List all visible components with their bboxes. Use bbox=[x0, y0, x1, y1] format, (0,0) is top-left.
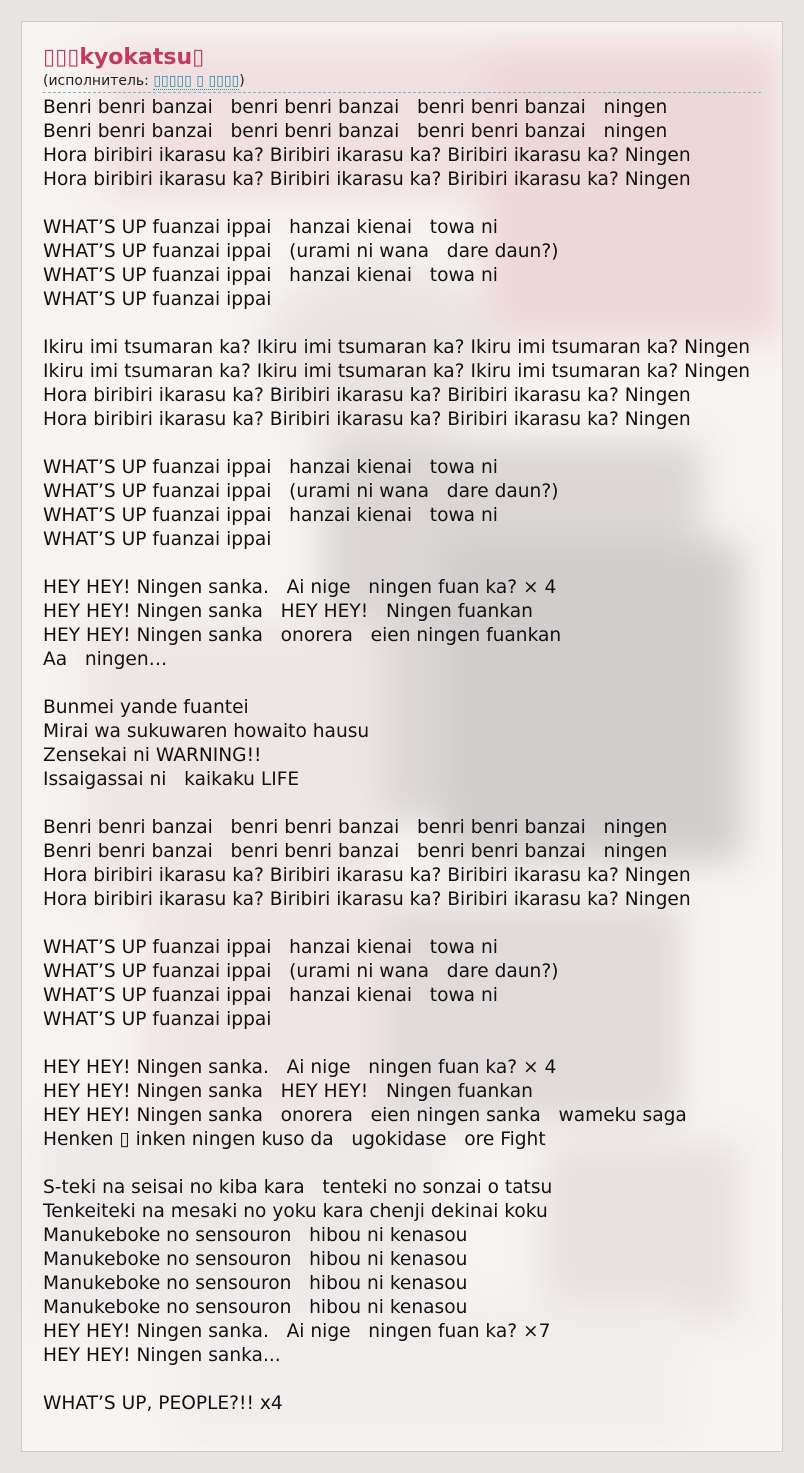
lyric-line: S-teki na seisai no kiba kara tenteki no sonzai o tatsu bbox=[43, 1177, 553, 1198]
song-content bbox=[43, 44, 782, 1416]
lyric-line: HEY HEY! Ningen sanka onorera eien ningen fuankan bbox=[43, 625, 562, 646]
lyric-line: Manukeboke no sensouron hibou ni kenasou bbox=[43, 1297, 468, 1318]
lyric-blank-line bbox=[43, 312, 782, 336]
lyric-blank-line bbox=[43, 192, 782, 216]
lyrics-text bbox=[43, 93, 782, 1416]
lyric-line: HEY HEY! Ningen sanka onorera eien ningen sanka wameku saga bbox=[43, 1105, 687, 1126]
lyric-line: WHAT’S UP fuanzai ippai hanzai kienai towa ni bbox=[43, 505, 498, 526]
song-title: ▯▯▯kyokatsu▯ bbox=[43, 45, 205, 70]
lyric-blank-line bbox=[43, 792, 782, 816]
lyric-line: Benri benri banzai benri benri banzai benri benri banzai ningen bbox=[43, 121, 668, 142]
lyric-line: WHAT’S UP fuanzai ippai (urami ni wana dare daun?) bbox=[43, 961, 559, 982]
lyric-line: Hora biribiri ikarasu ka? Biribiri ikarasu ka? Biribiri ikarasu ka? Ningen bbox=[43, 865, 691, 886]
lyric-line: Bunmei yande fuantei bbox=[43, 697, 249, 718]
lyric-line: Benri benri banzai benri benri banzai benri benri banzai ningen bbox=[43, 817, 668, 838]
lyric-line: HEY HEY! Ningen sanka. Ai nige ningen fuan ka? × 4 bbox=[43, 1057, 557, 1078]
lyric-line: HEY HEY! Ningen sanka HEY HEY! Ningen fuankan bbox=[43, 1081, 533, 1102]
lyric-line: WHAT’S UP fuanzai ippai (urami ni wana dare daun?) bbox=[43, 241, 559, 262]
lyric-line: WHAT’S UP fuanzai ippai hanzai kienai towa ni bbox=[43, 457, 498, 478]
lyric-line: Benri benri banzai benri benri banzai benri benri banzai ningen bbox=[43, 841, 668, 862]
lyric-line: Ikiru imi tsumaran ka? Ikiru imi tsumaran ka? Ikiru imi tsumaran ka? Ningen bbox=[43, 361, 751, 382]
lyric-line: Henken ▯ inken ningen kuso da ugokidase ore Fight bbox=[43, 1129, 546, 1150]
lyric-line: WHAT’S UP fuanzai ippai hanzai kienai towa ni bbox=[43, 265, 498, 286]
lyric-blank-line bbox=[43, 432, 782, 456]
lyric-line: HEY HEY! Ningen sanka. Ai nige ningen fuan ka? × 4 bbox=[43, 577, 557, 598]
lyric-blank-line bbox=[43, 672, 782, 696]
lyric-line: Aa ningen… bbox=[43, 649, 168, 670]
lyric-line: Hora biribiri ikarasu ka? Biribiri ikarasu ka? Biribiri ikarasu ka? Ningen bbox=[43, 169, 691, 190]
artist-line bbox=[43, 72, 782, 90]
lyric-blank-line bbox=[43, 552, 782, 576]
lyric-blank-line bbox=[43, 1368, 782, 1392]
artist-link[interactable]: ▯▯▯▯▯ ▯ ▯▯▯▯ bbox=[153, 73, 240, 89]
lyric-blank-line bbox=[43, 1032, 782, 1056]
lyric-line: Hora biribiri ikarasu ka? Biribiri ikarasu ka? Biribiri ikarasu ka? Ningen bbox=[43, 889, 691, 910]
lyric-line: Manukeboke no sensouron hibou ni kenasou bbox=[43, 1273, 468, 1294]
lyric-line: Ikiru imi tsumaran ka? Ikiru imi tsumaran ka? Ikiru imi tsumaran ka? Ningen bbox=[43, 337, 751, 358]
lyric-line: HEY HEY! Ningen sanka... bbox=[43, 1345, 281, 1366]
lyric-line: WHAT’S UP fuanzai ippai hanzai kienai towa ni bbox=[43, 217, 498, 238]
lyric-line: Hora biribiri ikarasu ka? Biribiri ikarasu ka? Biribiri ikarasu ka? Ningen bbox=[43, 409, 691, 430]
lyric-line: WHAT’S UP, PEOPLE?!! x4 bbox=[43, 1393, 283, 1414]
artist-prefix: (исполнитель: bbox=[43, 73, 154, 89]
lyric-line: HEY HEY! Ningen sanka. Ai nige ningen fuan ka? ×7 bbox=[43, 1321, 551, 1342]
lyric-line: Hora biribiri ikarasu ka? Biribiri ikarasu ka? Biribiri ikarasu ka? Ningen bbox=[43, 145, 691, 166]
lyric-line: Issaigassai ni kaikaku LIFE bbox=[43, 769, 300, 790]
artist-suffix: ) bbox=[239, 73, 245, 89]
lyric-line: Benri benri banzai benri benri banzai benri benri banzai ningen bbox=[43, 97, 668, 118]
lyric-line: WHAT’S UP fuanzai ippai hanzai kienai towa ni bbox=[43, 937, 498, 958]
lyric-line: Manukeboke no sensouron hibou ni kenasou bbox=[43, 1225, 468, 1246]
lyric-line: Hora biribiri ikarasu ka? Biribiri ikarasu ka? Biribiri ikarasu ka? Ningen bbox=[43, 385, 691, 406]
lyric-line: Mirai wa sukuwaren howaito hausu bbox=[43, 721, 370, 742]
lyric-line: WHAT’S UP fuanzai ippai bbox=[43, 529, 272, 550]
lyric-line: Tenkeiteki na mesaki no yoku kara chenji dekinai koku bbox=[43, 1201, 548, 1222]
lyric-blank-line bbox=[43, 912, 782, 936]
lyric-line: WHAT’S UP fuanzai ippai hanzai kienai towa ni bbox=[43, 985, 498, 1006]
lyric-line: WHAT’S UP fuanzai ippai bbox=[43, 289, 272, 310]
lyric-line: Manukeboke no sensouron hibou ni kenasou bbox=[43, 1249, 468, 1270]
lyric-blank-line bbox=[43, 1152, 782, 1176]
lyric-line: Zensekai ni WARNING!! bbox=[43, 745, 262, 766]
lyric-line: WHAT’S UP fuanzai ippai bbox=[43, 1009, 272, 1030]
lyric-line: WHAT’S UP fuanzai ippai (urami ni wana dare daun?) bbox=[43, 481, 559, 502]
lyrics-card bbox=[21, 21, 783, 1452]
lyric-line: HEY HEY! Ningen sanka HEY HEY! Ningen fuankan bbox=[43, 601, 533, 622]
